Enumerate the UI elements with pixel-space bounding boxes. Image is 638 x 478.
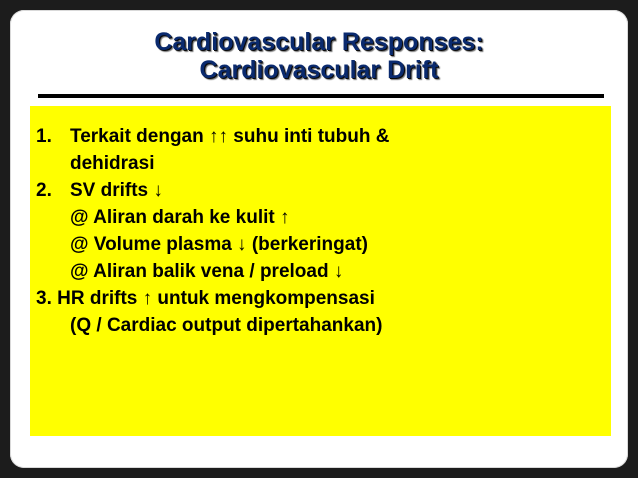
- list-text: dehidrasi: [70, 153, 155, 174]
- sub-item-plasma-volume: [36, 231, 611, 258]
- list-text: (Q / Cardiac output dipertahankan): [70, 315, 383, 336]
- list-number: 2.: [36, 180, 52, 201]
- sub-item-text: @ Volume plasma ↓ (berkeringat): [70, 234, 368, 255]
- list-text: SV drifts ↓: [70, 180, 163, 201]
- list-text: 3. HR drifts ↑ untuk mengkompensasi: [36, 288, 375, 309]
- list-item-3-continued: [36, 312, 611, 339]
- title-line-2: Cardiovascular Drift: [199, 56, 439, 84]
- list-item-1-continued: [36, 150, 611, 177]
- list-item-1: [36, 123, 611, 150]
- slide-title: [10, 28, 628, 84]
- title-divider: [38, 94, 604, 98]
- list-item-2: [36, 177, 611, 204]
- list-text: Terkait dengan ↑↑ suhu inti tubuh &: [70, 126, 390, 147]
- sub-item-skin-blood-flow: [36, 204, 611, 231]
- list-item-3: [36, 285, 611, 312]
- title-line-1: Cardiovascular Responses:: [154, 28, 484, 56]
- sub-item-text: @ Aliran balik vena / preload ↓: [70, 261, 344, 282]
- slide: [10, 10, 628, 468]
- content-box: [30, 106, 611, 436]
- sub-item-text: @ Aliran darah ke kulit ↑: [70, 207, 290, 228]
- sub-item-venous-return: [36, 258, 611, 285]
- list-number: 1.: [36, 126, 52, 147]
